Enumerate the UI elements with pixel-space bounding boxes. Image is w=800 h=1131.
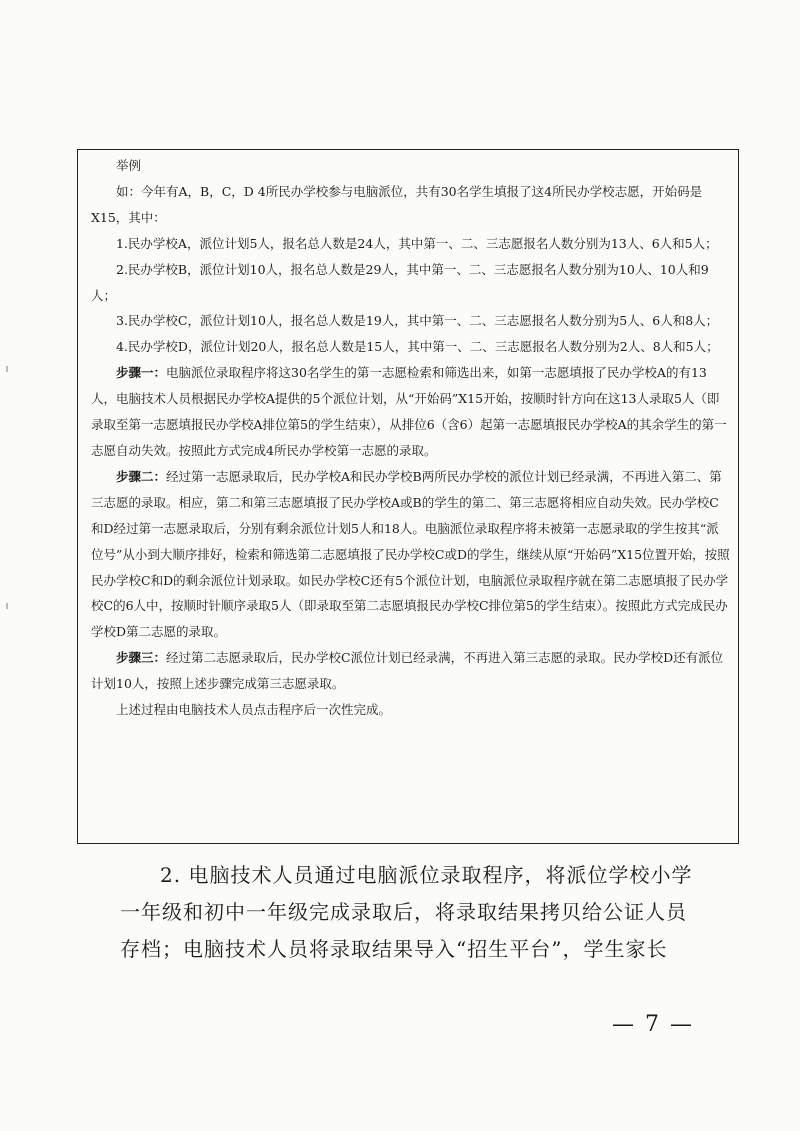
example-closing: 上述过程由电脑技术人员点击程序后一次性完成。 — [116, 702, 392, 718]
example-heading: 举例 — [116, 158, 142, 173]
step-one-label: 步骤一： — [116, 365, 167, 381]
scan-mark — [6, 603, 8, 609]
body-paragraph: 2. 电脑技术人员通过电脑派位录取程序，将派位学校小学一年级和初中一年级完成录取后，将录取结果拷贝给公证人员存档；电脑技术人员将录取结果导入“招生平台”，学生家长 — [120, 863, 693, 961]
example-item: 2.民办学校B，派位计划10人，报名总人数是29人，其中第一、二、三志愿报名人数分别为10人、10人和9人； — [91, 261, 709, 303]
example-item: 4.民办学校D，派位计划20人，报名总人数是15人，其中第一、二、三志愿报名人数分别为2人、8人和5人； — [116, 339, 719, 355]
example-item: 1.民办学校A，派位计划5人，报名总人数是24人，其中第一、二、三志愿报名人数分别为13人、6人和5人； — [116, 235, 718, 251]
step-two-label: 步骤二： — [116, 468, 167, 484]
step-three — [91, 645, 730, 697]
step-one-text: 电脑派位录取程序将这30名学生的第一志愿检索和筛选出来，如第一志愿填报了民办学校A的有13人，电脑技术人员根据民办学校A提供的5个派位计划，从“开始码”X15开始，按顺时针方向在这13人录取5人（即录取至第一志愿填报民办学校A排位第5的学生结束），从排位6（含6）起第一志愿填报民办学校A的其余学生的第一志愿自动失效。按照此方式完成4所民办学校第一志愿的录取。 — [91, 365, 727, 458]
step-two-text: 经过第一志愿录取后，民办学校A和民办学校B两所民办学校的派位计划已经录满，不再进入第二、第三志愿的录取。相应，第二和第三志愿填报了民办学校A或B的学生的第二、第三志愿将相应自动失效。民办学校C和D经过第一志愿录取后，分别有剩余派位计划5人和18人。电脑派位录取程序将未被第一志愿录取的学生按其“派位号”从小到大顺序排好，检索和筛选第二志愿填报了民办学校C或D的学生，继续从原“开始码”X15位置开始，按照民办学校C和D的剩余派位计划录取。如民办学校C还有5个派位计划，电脑派位录取程序就在第二志愿填报了民办学校C的6人中，按顺时针顺序录取5人（即录取至第二志愿填报民办学校C排位第5的学生结束）。按照此方式完成民办学校D第二志愿的录取。 — [91, 468, 730, 640]
example-item: 3.民办学校C，派位计划10人，报名总人数是19人，其中第一、二、三志愿报名人数分别为5人、6人和8人； — [116, 313, 719, 329]
body-text — [120, 857, 700, 968]
step-two — [91, 464, 730, 645]
example-intro: 如：今年有A，B，C，D 4所民办学校参与电脑派位，共有30名学生填报了这4所民办学校志愿，开始码是X15，其中： — [91, 183, 703, 225]
example-box — [77, 149, 739, 844]
step-three-text: 经过第二志愿录取后，民办学校C派位计划已经录满，不再进入第三志愿的录取。民办学校D还有派位计划10人，按照上述步骤完成第三志愿录取。 — [91, 650, 724, 692]
page-number: — 7 — — [612, 1012, 694, 1037]
step-one — [91, 360, 730, 464]
scan-mark — [6, 366, 8, 372]
step-three-label: 步骤三： — [116, 650, 167, 666]
